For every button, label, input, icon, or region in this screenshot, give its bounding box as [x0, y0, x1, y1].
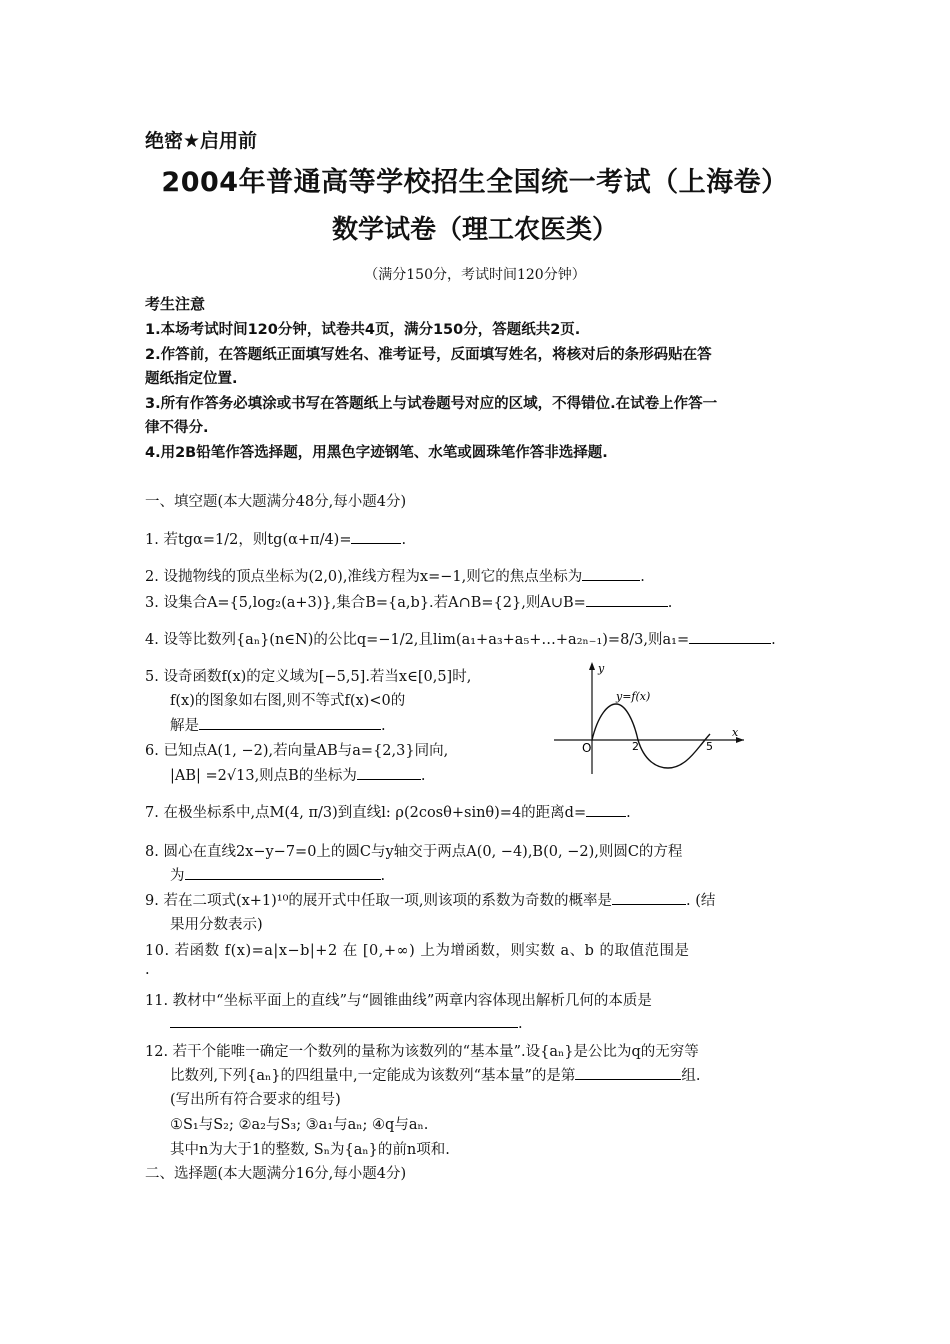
question-5-line3: 解是 .	[170, 714, 386, 735]
section-heading: 二、选择题(本大题满分16分,每小题4分)	[145, 1166, 407, 1182]
question-1: 1. 若tgα=1/2，则tg(α+π/4)= .	[145, 528, 406, 549]
notice-line: 3.所有作答务必填涂或书写在答题纸上与试卷题号对应的区域，不得错位.在试卷上作答一	[145, 396, 718, 412]
answer-blank	[357, 765, 421, 780]
secret-label: 绝密★启用前	[145, 130, 258, 152]
section-heading: 一、填空题(本大题满分48分,每小题4分)	[145, 494, 407, 510]
tick-2-label: 2	[632, 740, 639, 753]
question-9: 9. 若在二项式(x+1)¹⁰的展开式中任取一项,则该项的系数为奇数的概率是 . (结	[145, 889, 715, 910]
answer-blank	[586, 802, 626, 817]
notice-line: 1.本场考试时间120分钟，试卷共4页，满分150分，答题纸共2页.	[145, 322, 581, 338]
answer-blank	[351, 529, 401, 544]
answer-blank	[586, 592, 668, 607]
question-12: 12. 若干个能唯一确定一个数列的量称为该数列的“基本量”.设{aₙ}是公比为q的无穷等	[145, 1044, 699, 1060]
question-3: 3. 设集合A={5,log₂(a+3)},集合B={a,b}.若A∩B={2},则A∪B= .	[145, 591, 672, 612]
question-12-line3: (写出所有符合要求的组号)	[170, 1092, 341, 1108]
question-7: 7. 在极坐标系中,点M(4, π/3)到直线l: ρ(2cosθ+sinθ)=4的距离d= .	[145, 801, 631, 822]
y-axis-label: y	[598, 662, 605, 675]
answer-blank	[414, 1013, 518, 1028]
question-6: 6. 已知点A(1, −2),若向量AB与a={2,3}同向,	[145, 743, 449, 759]
origin-label: O	[582, 741, 592, 755]
notice-line: 4.用2B铅笔作答选择题，用黑色字迹钢笔、水笔或圆珠笔作答非选择题.	[145, 445, 608, 461]
question-4: 4. 设等比数列{aₙ}(n∈N)的公比q=−1/2,且lim(a₁+a₃+a₅+…+a₂ₙ₋₁)=8/3,则a₁= .	[145, 628, 776, 649]
score-note: （满分150分，考试时间120分钟）	[364, 267, 586, 283]
question-12-options: ①S₁与S₂; ②a₂与S₃; ③a₁与aₙ; ④q与aₙ.	[170, 1117, 429, 1133]
exam-subtitle: 数学试卷（理工农医类）	[331, 215, 618, 245]
question-11: 11. 教材中“坐标平面上的直线”与“圆锥曲线”两章内容体现出解析几何的本质是	[145, 993, 652, 1009]
x-axis-label: x	[732, 726, 739, 739]
question-2: 2. 设抛物线的顶点坐标为(2,0),准线方程为x=−1,则它的焦点坐标为 .	[145, 565, 645, 586]
question-6-line2: |AB| =2√13,则点B的坐标为 .	[170, 764, 425, 785]
answer-blank	[199, 715, 381, 730]
answer-blank	[185, 865, 381, 880]
question-10: 10. 若函数 f(x)=a|x−b|+2 在 [0,+∞) 上为增函数，则实数 a、b 的取值范围是	[145, 943, 690, 959]
question-10-end: .	[145, 962, 150, 978]
question-12-note: 其中n为大于1的整数, Sₙ为{aₙ}的前n项和.	[170, 1142, 450, 1158]
answer-blank	[612, 890, 686, 905]
question-5-line2: f(x)的图象如右图,则不等式f(x)<0的	[170, 693, 406, 709]
function-curve	[592, 704, 710, 768]
answer-blank	[689, 629, 771, 644]
question-8: 8. 圆心在直线2x−y−7=0上的圆C与y轴交于两点A(0, −4),B(0, −2),则圆C的方程	[145, 844, 683, 860]
question-12-line2: 比数列,下列{aₙ}的四组量中,一定能成为该数列“基本量”的是第 组.	[170, 1064, 701, 1085]
tick-5-label: 5	[706, 740, 713, 753]
function-graph	[552, 660, 747, 780]
answer-blank	[170, 1013, 414, 1028]
notice-heading: 考生注意	[145, 295, 206, 313]
notice-line: 2.作答前，在答题纸正面填写姓名、准考证号，反面填写姓名，将核对后的条形码贴在答	[145, 347, 712, 363]
question-11-blank: .	[170, 1013, 523, 1032]
notice-line: 题纸指定位置.	[145, 371, 238, 387]
question-5: 5. 设奇函数f(x)的定义域为[−5,5].若当x∈[0,5]时,	[145, 669, 472, 685]
answer-blank	[575, 1065, 681, 1080]
question-8-line2: 为 .	[170, 864, 385, 885]
notice-line: 律不得分.	[145, 420, 209, 436]
y-axis-arrow	[589, 662, 595, 670]
exam-title: 2004年普通高等学校招生全国统一考试（上海卷）	[161, 167, 789, 198]
question-9-line2: 果用分数表示)	[170, 917, 263, 933]
function-label: y=f(x)	[616, 690, 651, 703]
answer-blank	[582, 566, 640, 581]
